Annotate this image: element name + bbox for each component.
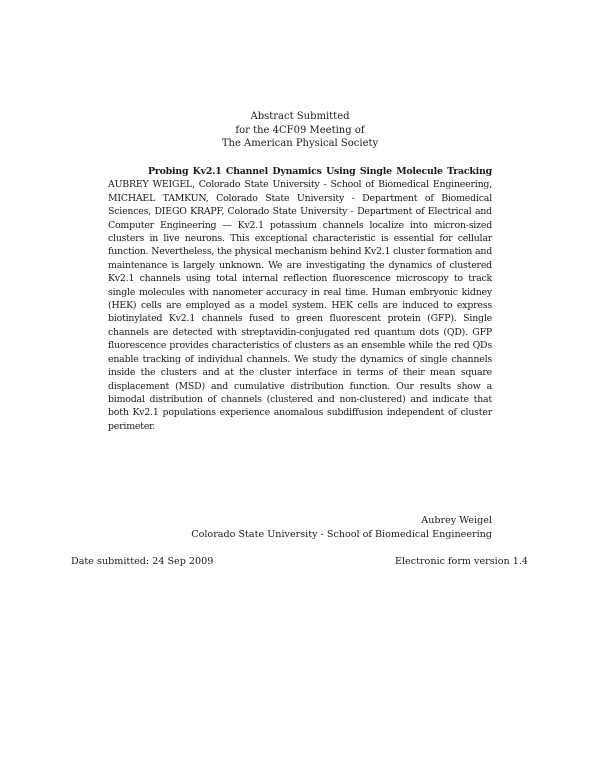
- abstract-header: [0, 110, 600, 151]
- author-name: Aubrey Weigel: [421, 515, 492, 526]
- form-version: Electronic form version 1.4: [394, 556, 528, 567]
- date-submitted: Date submitted: 24 Sep 2009: [71, 556, 214, 567]
- header-line-3: The American Physical Society: [221, 138, 379, 149]
- header-line-2: for the 4CF09 Meeting of: [235, 124, 365, 136]
- abstract-title: Probing Kv2.1 Channel Dynamics Using Single Molecule Tracking: [148, 166, 492, 177]
- author-affiliation: Colorado State University - School of Biomedical Engineering: [191, 529, 492, 540]
- signature-block: [191, 514, 492, 542]
- abstract-body: AUBREY WEIGEL, Colorado State University - School of Biomedical Engineering, MICHAEL TAMKUN, Colorado State University - Department of Biomedical Sciences, DIEGO KRAPF, Colorado State University - Department of Electrical and Computer Engineering — Kv2.1 potassium channels localize into micron-sized clusters in live neurons. This exceptional characteristic is essential for cellular function. Nevertheless, the physical mechanism behind Kv2.1 cluster formation and maintenance is largely unknown. We are investigating the dynamics of clustered Kv2.1 channels using total internal reflection fluorescence microscopy to track single molecules with nanometer accuracy in real time. Human embryonic kidney (HEK) cells are employed as a model system. HEK cells are induced to express biotinylated Kv2.1 channels fused to green fluorescent protein (GFP). Single channels are detected with streptavidin-conjugated red quantum dots (QD). GFP fluorescence provides characteristics of clusters as an ensemble while the red QDs enable tracking of individual channels. We study the dynamics of single channels inside the clusters and at the cluster interface in terms of their mean square displacement (MSD) and cumulative distribution function. Our results show a bimodal distribution of channels (clustered and non-clustered) and indicate that both Kv2.1 populations experience anomalous subdiffusion independent of cluster perimeter.: [108, 179, 492, 432]
- header-line-1: Abstract Submitted: [250, 111, 350, 122]
- abstract-text: [108, 165, 492, 433]
